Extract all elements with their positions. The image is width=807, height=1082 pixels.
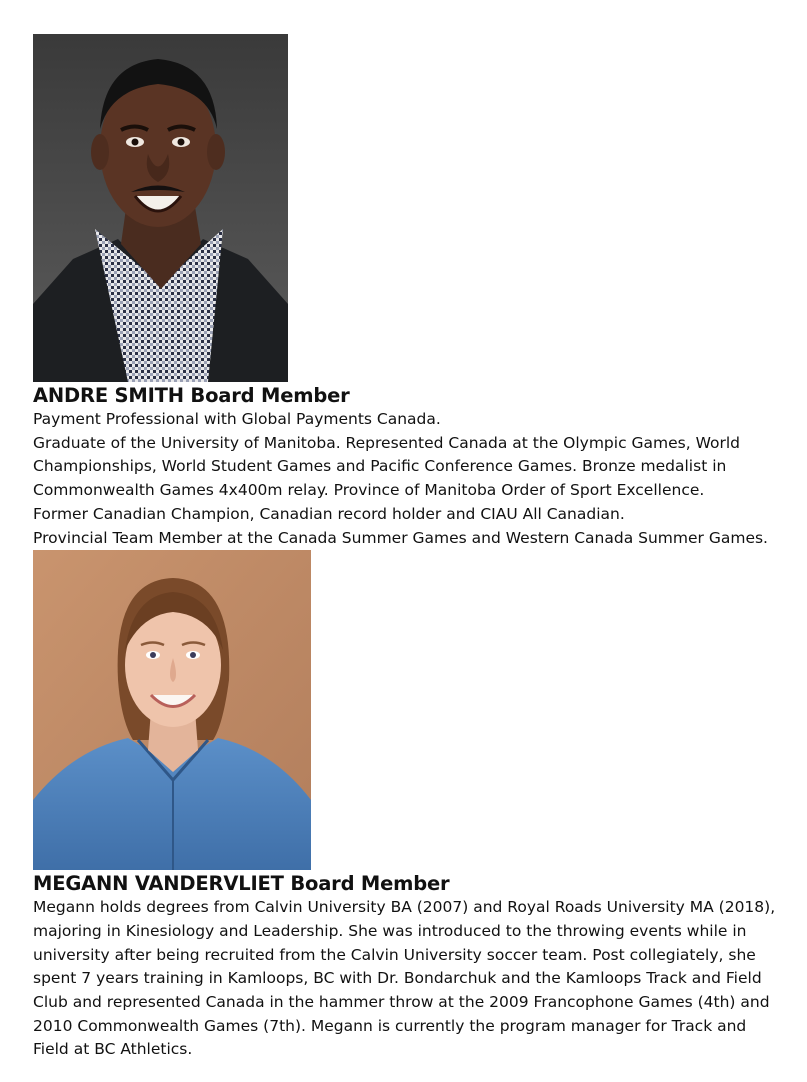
bio-line: Commonwealth Games 4x400m relay. Province of Manitoba Order of Sport Excellence. <box>33 481 705 500</box>
megann-vandervliet-portrait-image <box>33 550 311 870</box>
bio-line: Field at BC Athletics. <box>33 1040 193 1059</box>
andre-smith-portrait-image <box>33 34 288 382</box>
board-members-document <box>33 34 793 1062</box>
member-name-megann-vandervliet: MEGANN VANDERVLIET Board Member <box>33 872 450 896</box>
bio-line: Club and represented Canada in the hammer throw at the 2009 Francophone Games (4th) and <box>33 993 770 1012</box>
bio-line: university after being recruited from the Calvin University soccer team. Post collegiately, she <box>33 945 756 964</box>
bio-line: Provincial Team Member at the Canada Summer Games and Western Canada Summer Games. <box>33 528 768 547</box>
bio-line: Megann holds degrees from Calvin University BA (2007) and Royal Roads University MA (2018), <box>33 898 776 917</box>
member-bio-megann-vandervliet <box>33 896 793 1062</box>
bio-line: Championships, World Student Games and Pacific Conference Games. Bronze medalist in <box>33 457 727 476</box>
bio-line: spent 7 years training in Kamloops, BC with Dr. Bondarchuk and the Kamloops Track and Field <box>33 969 762 988</box>
bio-line: majoring in Kinesiology and Leadership. She was introduced to the throwing events while in <box>33 921 747 940</box>
bio-line: Graduate of the University of Manitoba. Represented Canada at the Olympic Games, World <box>33 433 741 452</box>
megann-vandervliet-photo <box>33 550 311 870</box>
bio-line: 2010 Commonwealth Games (7th). Megann is currently the program manager for Track and <box>33 1016 747 1035</box>
member-bio-andre-smith <box>33 408 793 550</box>
bio-line: Payment Professional with Global Payments Canada. <box>33 410 441 428</box>
member-name-andre-smith: ANDRE SMITH Board Member <box>33 384 350 407</box>
bio-line: Former Canadian Champion, Canadian record holder and CIAU All Canadian. <box>33 504 625 523</box>
andre-smith-photo <box>33 34 288 382</box>
